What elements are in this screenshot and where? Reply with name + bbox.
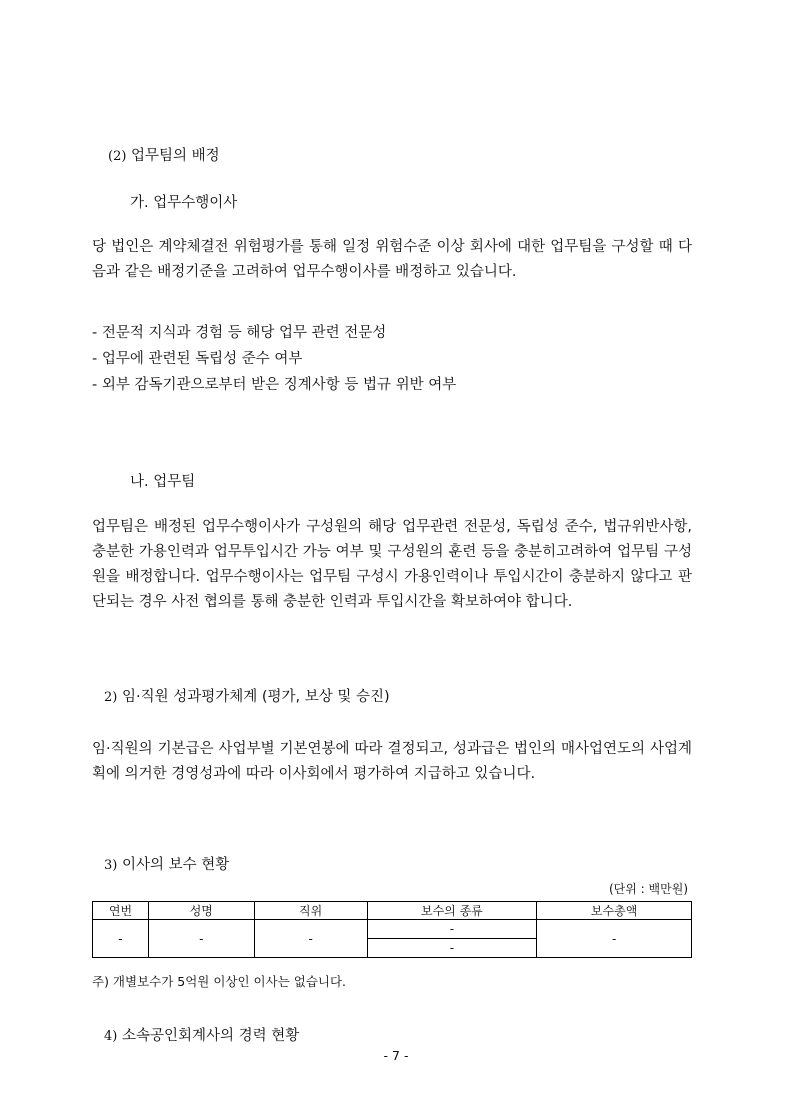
- section-number: 4): [104, 1029, 118, 1044]
- subheading-engagement-team: 나. 업무팀: [130, 474, 196, 490]
- page-number: - 7 -: [383, 1048, 409, 1063]
- section-heading-team-assignment: [108, 144, 220, 165]
- column-header-pay-type: 보수의 종류: [367, 902, 537, 920]
- column-header-position: 직위: [254, 902, 367, 920]
- section-title: 이사의 보수 현황: [121, 857, 230, 873]
- unit-label: (단위 : 백만원): [609, 882, 688, 896]
- section-number: (2): [108, 149, 127, 164]
- list-item: - 외부 감독기관으로부터 받은 징계사항 등 법규 위반 여부: [92, 377, 457, 393]
- cell-name: -: [148, 920, 254, 958]
- list-item: - 업무에 관련된 독립성 준수 여부: [92, 351, 303, 367]
- paragraph-engagement-team: 업무팀은 배정된 업무수행이사가 구성원의 해당 업무관련 전문성, 독립성 준수, 법규위반사항, 충분한 가용인력과 업무투입시간 가능 여부 및 구성원의 훈련 등을 충분히고려하여 업무팀 구성원을 배정합니다. 업무수행이사는 업무팀 구성시 가용인력이나 투입시간이 충분하지 않다고 판단되는 경우 사전 협의를 통해 충분한 인력과 투입시간을 확보하여야 합니다.: [92, 519, 692, 610]
- subheading-engagement-partner: 가. 업무수행이사: [130, 195, 238, 211]
- table-row: [93, 920, 692, 939]
- section-heading-director-pay: [104, 853, 229, 874]
- section-heading-performance-evaluation: [104, 685, 390, 706]
- list-item: - 전문적 지식과 경험 등 해당 업무 관련 전문성: [92, 325, 387, 341]
- section-title: 소속공인회계사의 경력 현황: [121, 1028, 300, 1044]
- column-header-name: 성명: [148, 902, 254, 920]
- paragraph-performance-evaluation: 임·직원의 기본급은 사업부별 기본연봉에 따라 결정되고, 성과급은 법인의 매사업연도의 사업계획에 의거한 경영성과에 따라 이사회에서 평가하여 지급하고 있습니다.: [92, 741, 692, 782]
- column-header-pay-total: 보수총액: [537, 902, 692, 920]
- cell-position: -: [254, 920, 367, 958]
- director-pay-table: [92, 901, 692, 958]
- column-header-no: 연번: [93, 902, 149, 920]
- cell-no: -: [93, 920, 149, 958]
- section-number: 3): [104, 858, 118, 873]
- table-footnote: 주) 개별보수가 5억원 이상인 이사는 없습니다.: [92, 974, 347, 989]
- section-title: 업무팀의 배정: [131, 148, 220, 164]
- paragraph-engagement-partner: 당 법인은 계약체결전 위험평가를 통해 일정 위험수준 이상 회사에 대한 업무팀을 구성할 때 다음과 같은 배정기준을 고려하여 업무수행이사를 배정하고 있습니다.: [92, 239, 692, 280]
- cell-pay-type: -: [367, 939, 537, 958]
- cell-pay-type: -: [367, 920, 537, 939]
- section-title: 임·직원 성과평가체계 (평가, 보상 및 승진): [121, 689, 390, 705]
- section-number: 2): [104, 690, 118, 705]
- cell-pay-total: -: [537, 920, 692, 958]
- section-heading-cpa-career: [104, 1024, 299, 1045]
- table-header-row: [93, 902, 692, 920]
